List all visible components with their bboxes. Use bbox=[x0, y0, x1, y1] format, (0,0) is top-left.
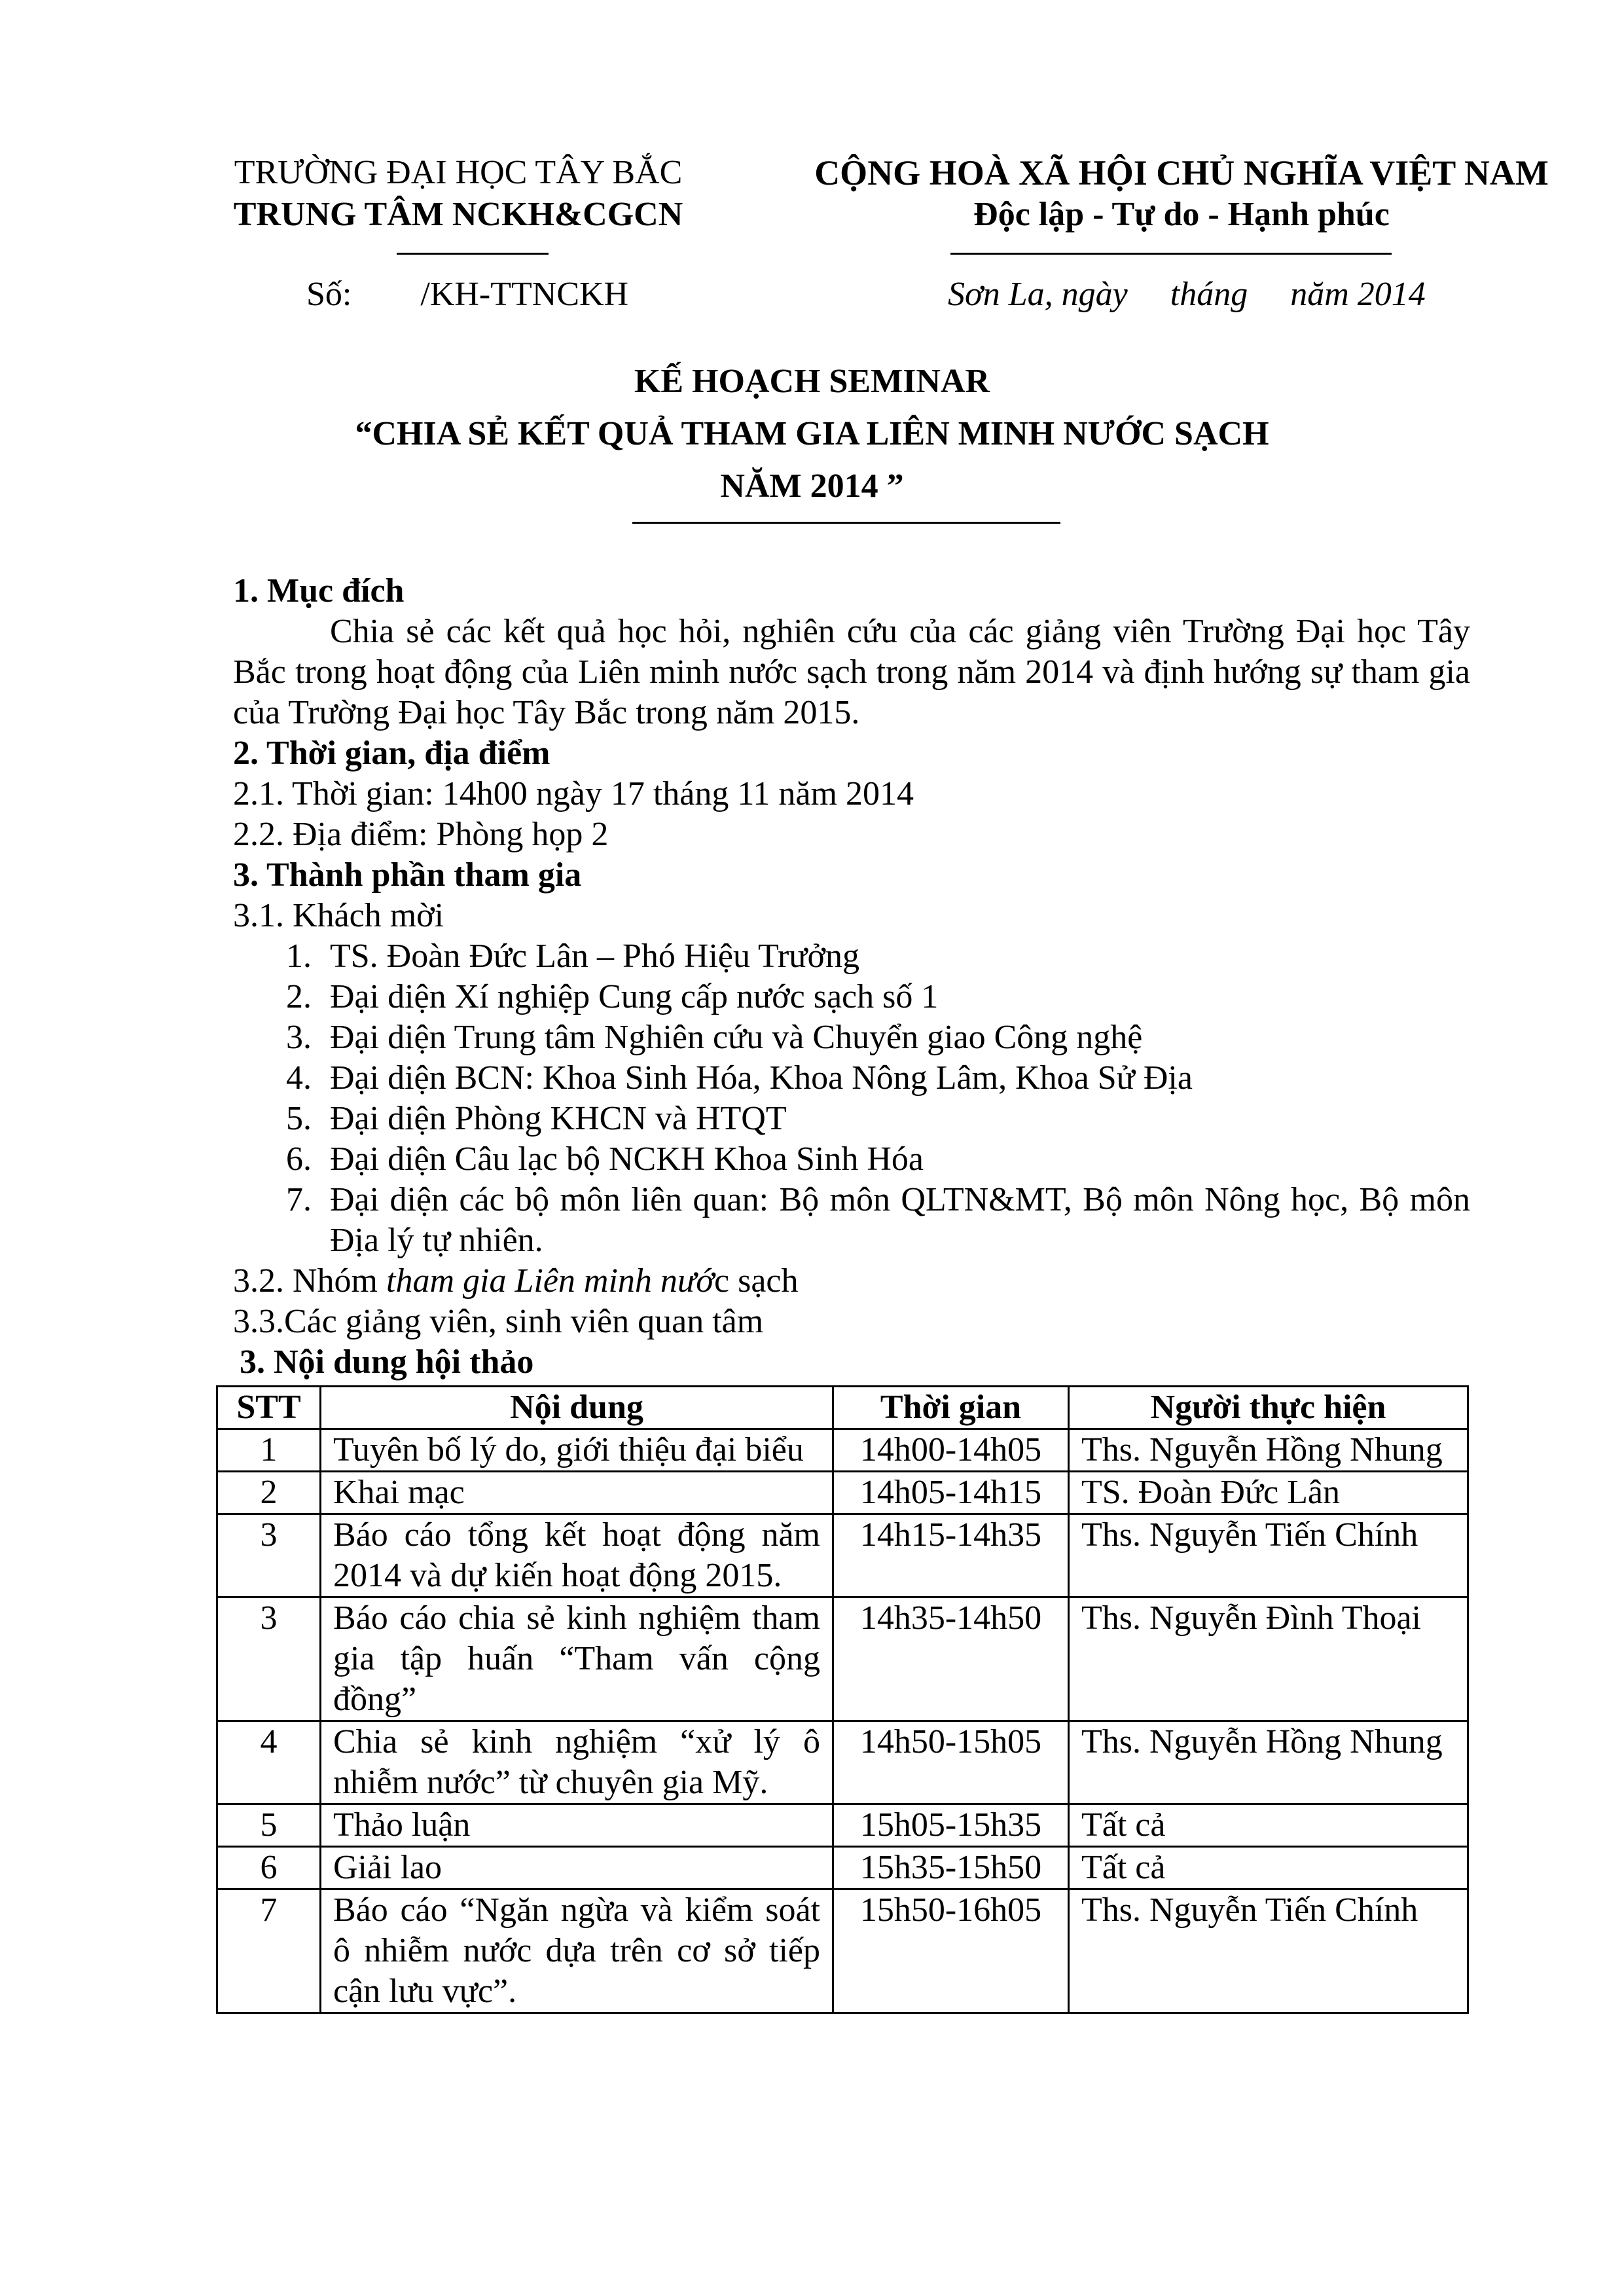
column-header: Thời gian bbox=[833, 1387, 1069, 1429]
document-title bbox=[0, 355, 1624, 513]
document-number bbox=[306, 273, 628, 316]
table-header-row bbox=[217, 1387, 1468, 1429]
motto: Độc lập - Tự do - Hạnh phúc bbox=[973, 196, 1390, 233]
table-row bbox=[217, 1597, 1468, 1721]
cell-person: Ths. Nguyễn Hồng Nhung bbox=[1069, 1429, 1468, 1472]
cell-time: 14h00-14h05 bbox=[833, 1429, 1069, 1472]
cell-time: 14h05-14h15 bbox=[833, 1472, 1069, 1514]
cell-content: Tuyên bố lý do, giới thiệu đại biểu bbox=[321, 1429, 833, 1472]
list-number: 5. bbox=[286, 1100, 312, 1137]
list-text: Đại diện các bộ môn liên quan: Bộ môn QLTN&MT, Bộ môn Nông học, Bộ môn Địa lý tự nhiên. bbox=[330, 1181, 1470, 1259]
motto-underline bbox=[950, 253, 1392, 255]
group-line bbox=[233, 1261, 1470, 1302]
list-number: 1. bbox=[286, 938, 312, 975]
list-text: Đại diện Câu lạc bộ NCKH Khoa Sinh Hóa bbox=[330, 1140, 924, 1178]
title-line-3: NĂM 2014 ” bbox=[720, 467, 904, 505]
cell-time: 14h15-14h35 bbox=[833, 1514, 1069, 1597]
cell-content: Báo cáo tổng kết hoạt động năm 2014 và dự kiến hoạt động 2015. bbox=[321, 1514, 833, 1597]
list-number: 7. bbox=[286, 1181, 312, 1218]
issuer-underline bbox=[397, 253, 549, 255]
list-item bbox=[233, 1099, 1470, 1139]
document-date: Sơn La, ngày tháng năm 2014 bbox=[948, 276, 1426, 313]
table-row bbox=[217, 1429, 1468, 1472]
cell-content: Thảo luận bbox=[321, 1804, 833, 1847]
issuer-block bbox=[196, 152, 720, 236]
section-1-text: Chia sẻ các kết quả học hỏi, nghiên cứu của các giảng viên Trường Đại học Tây Bắc trong hoạt động của Liên minh nước sạch trong năm 2014 và định hướng sự tham gia của Trường Đại học Tây Bắc trong năm 2015. bbox=[233, 613, 1470, 731]
list-number: 3. bbox=[286, 1019, 312, 1056]
table-row bbox=[217, 1804, 1468, 1847]
column-header: Người thực hiện bbox=[1069, 1387, 1468, 1429]
cell-person: Ths. Nguyễn Hồng Nhung bbox=[1069, 1721, 1468, 1804]
cell-time: 15h05-15h35 bbox=[833, 1804, 1069, 1847]
group-italic: tham gia Liên minh nướ bbox=[386, 1262, 715, 1300]
cell-content: Báo cáo chia sẻ kinh nghiệm tham gia tập huấn “Tham vấn cộng đồng” bbox=[321, 1597, 833, 1721]
meeting-place: 2.2. Địa điểm: Phòng họp 2 bbox=[233, 816, 609, 853]
list-item bbox=[233, 977, 1470, 1017]
list-text: TS. Đoàn Đức Lân – Phó Hiệu Trưởng bbox=[330, 938, 859, 975]
cell-time: 15h35-15h50 bbox=[833, 1847, 1069, 1889]
title-underline bbox=[632, 522, 1060, 524]
table-row bbox=[217, 1889, 1468, 2013]
cell-content: Giải lao bbox=[321, 1847, 833, 1889]
list-item bbox=[233, 1058, 1470, 1099]
list-text: Đại diện Trung tâm Nghiên cứu và Chuyển giao Công nghệ bbox=[330, 1019, 1143, 1056]
list-number: 4. bbox=[286, 1059, 312, 1097]
list-text: Đại diện Xí nghiệp Cung cấp nước sạch số 1 bbox=[330, 978, 939, 1015]
list-item bbox=[233, 1180, 1470, 1261]
table-row bbox=[217, 1514, 1468, 1597]
cell-person: Ths. Nguyễn Đình Thoại bbox=[1069, 1597, 1468, 1721]
university-name: TRƯỜNG ĐẠI HỌC TÂY BẮC bbox=[234, 154, 683, 191]
list-item bbox=[233, 936, 1470, 977]
table-row bbox=[217, 1472, 1468, 1514]
section-1-heading: 1. Mục đích bbox=[233, 572, 405, 610]
country-name: CỘNG HOÀ XÃ HỘI CHỦ NGHĨA VIỆT NAM bbox=[814, 153, 1549, 192]
document-body bbox=[233, 571, 1470, 1383]
cell-time: 14h50-15h05 bbox=[833, 1721, 1069, 1804]
cell-content: Chia sẻ kinh nghiệm “xử lý ô nhiễm nước” từ chuyên gia Mỹ. bbox=[321, 1721, 833, 1804]
cell-stt: 5 bbox=[217, 1804, 321, 1847]
center-name: TRUNG TÂM NCKH&CGCN bbox=[233, 196, 683, 233]
cell-person: Ths. Nguyễn Tiến Chính bbox=[1069, 1514, 1468, 1597]
document-number-label: Số: bbox=[306, 276, 352, 313]
cell-time: 15h50-16h05 bbox=[833, 1889, 1069, 2013]
section-4-heading: 3. Nội dung hội thảo bbox=[240, 1343, 534, 1381]
list-number: 2. bbox=[286, 978, 312, 1015]
group-prefix: 3.2. Nhóm bbox=[233, 1262, 386, 1300]
list-text: Đại diện BCN: Khoa Sinh Hóa, Khoa Nông Lâm, Khoa Sử Địa bbox=[330, 1059, 1193, 1097]
cell-stt: 2 bbox=[217, 1472, 321, 1514]
cell-person: Tất cả bbox=[1069, 1847, 1468, 1889]
agenda-table bbox=[216, 1385, 1469, 2014]
cell-content: Khai mạc bbox=[321, 1472, 833, 1514]
list-number: 6. bbox=[286, 1140, 312, 1178]
national-motto-block bbox=[792, 152, 1571, 236]
cell-stt: 4 bbox=[217, 1721, 321, 1804]
cell-stt: 3 bbox=[217, 1514, 321, 1597]
cell-content: Báo cáo “Ngăn ngừa và kiểm soát ô nhiễm nước dựa trên cơ sở tiếp cận lưu vực”. bbox=[321, 1889, 833, 2013]
table-row bbox=[217, 1721, 1468, 1804]
list-text: Đại diện Phòng KHCN và HTQT bbox=[330, 1100, 787, 1137]
cell-time: 14h35-14h50 bbox=[833, 1597, 1069, 1721]
group-suffix: c sạch bbox=[714, 1262, 799, 1300]
cell-person: TS. Đoàn Đức Lân bbox=[1069, 1472, 1468, 1514]
list-item bbox=[233, 1139, 1470, 1180]
cell-stt: 6 bbox=[217, 1847, 321, 1889]
cell-stt: 7 bbox=[217, 1889, 321, 2013]
cell-person: Ths. Nguyễn Tiến Chính bbox=[1069, 1889, 1468, 2013]
meeting-time: 2.1. Thời gian: 14h00 ngày 17 tháng 11 năm 2014 bbox=[233, 775, 914, 812]
section-3-heading: 3. Thành phần tham gia bbox=[233, 856, 582, 894]
cell-person: Tất cả bbox=[1069, 1804, 1468, 1847]
cell-stt: 3 bbox=[217, 1597, 321, 1721]
others-line: 3.3.Các giảng viên, sinh viên quan tâm bbox=[233, 1303, 764, 1340]
table-row bbox=[217, 1847, 1468, 1889]
column-header: STT bbox=[217, 1387, 321, 1429]
guests-heading: 3.1. Khách mời bbox=[233, 897, 444, 934]
document-number-code: /KH-TTNCKH bbox=[420, 276, 629, 313]
list-item bbox=[233, 1017, 1470, 1058]
section-2-heading: 2. Thời gian, địa điểm bbox=[233, 735, 550, 772]
column-header: Nội dung bbox=[321, 1387, 833, 1429]
cell-stt: 1 bbox=[217, 1429, 321, 1472]
title-line-1: KẾ HOẠCH SEMINAR bbox=[634, 363, 990, 400]
title-line-2: “CHIA SẺ KẾT QUẢ THAM GIA LIÊN MINH NƯỚC SẠCH bbox=[355, 415, 1269, 452]
